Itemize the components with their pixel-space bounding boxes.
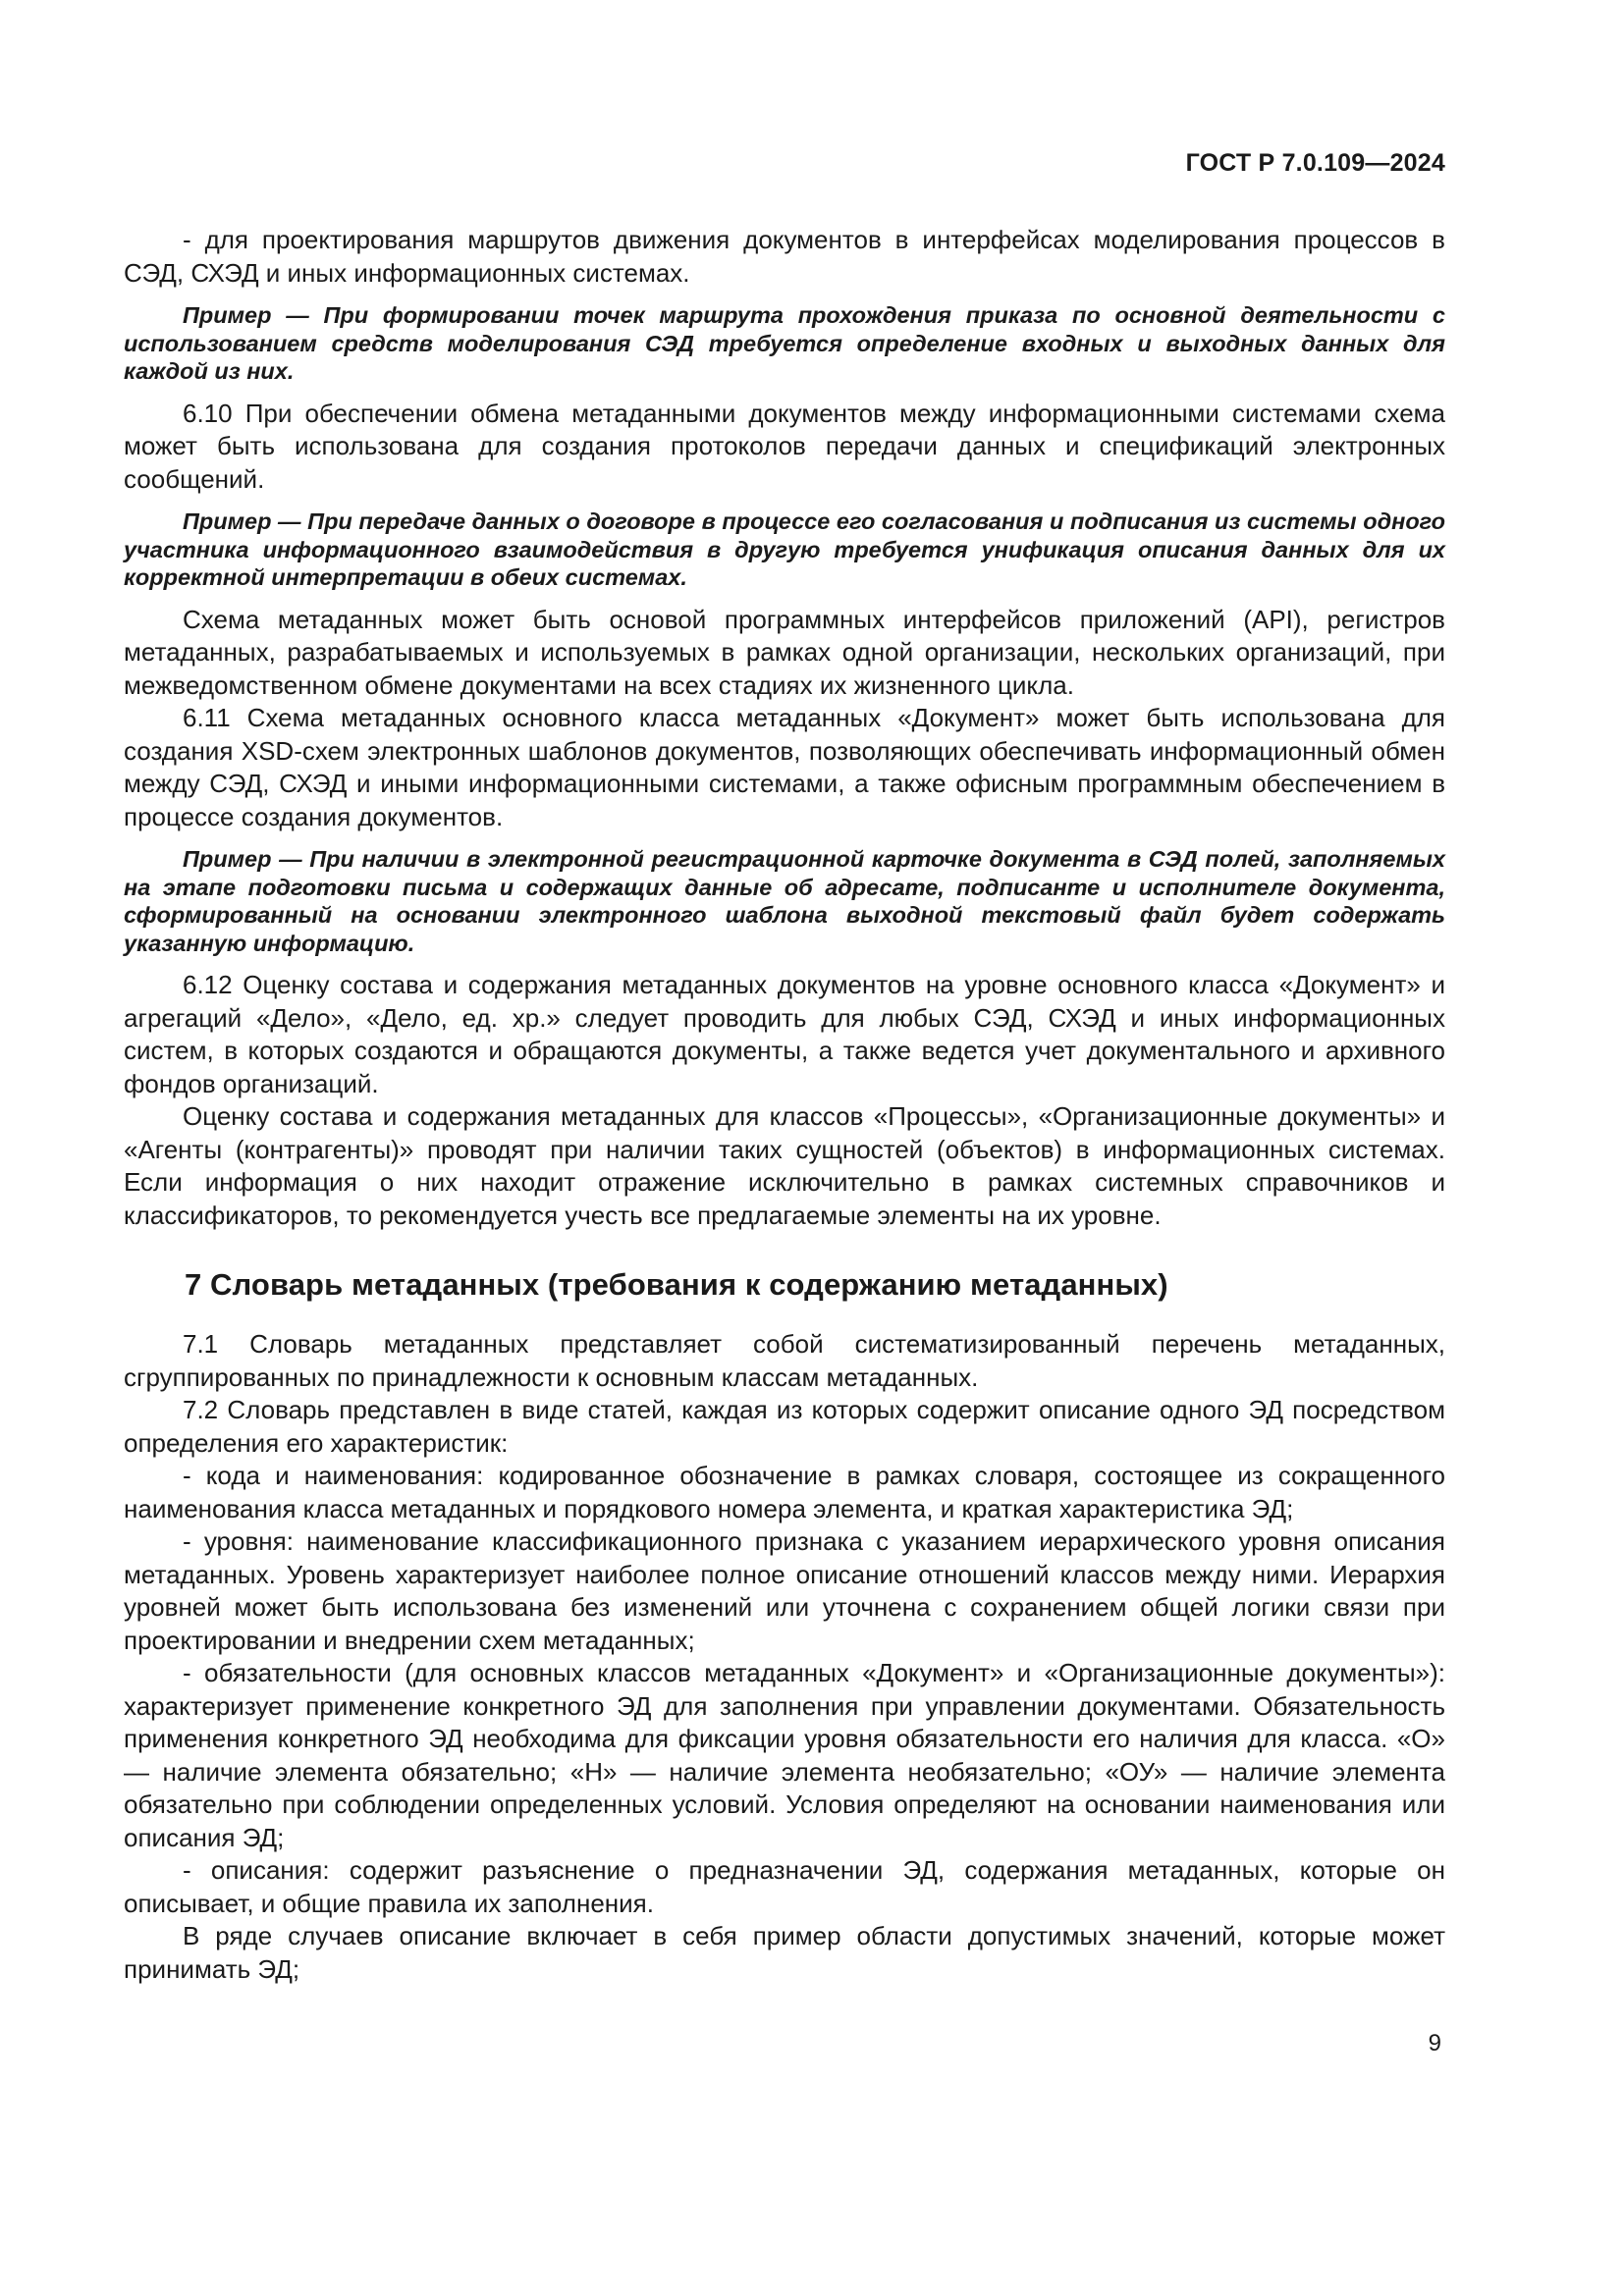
example-letter-template: Пример — При наличии в электронной регистрационной карточке документа в СЭД полей, заполняемых на этапе подготовки письма и содержащих данные об адресате, подписанте и исполнителе документа, сформированный на основании электронного шаблона выходной текстовый файл будет содержать указанную информацию. (124, 846, 1445, 956)
page-number: 9 (1428, 2030, 1441, 2056)
paragraph-7-1: 7.1 Словарь метаданных представляет собой систематизированный перечень метаданных, сгруппированных по принадлежности к основным классам метаданных. (124, 1329, 1445, 1392)
paragraph-routing: - для проектирования маршрутов движения документов в интерфейсах моделирования процессов в СЭД, СХЭД и иных информационных системах. (124, 225, 1445, 288)
paragraph-example-values: В ряде случаев описание включает в себя пример области допустимых значений, которые может принимать ЭД; (124, 1921, 1445, 1984)
paragraph-6-11: 6.11 Схема метаданных основного класса метаданных «Документ» может быть использована для создания XSD-схем электронных шаблонов документов, позволяющих обеспечивать информационный обмен между СЭД, СХЭД и иными информационными системами, а также офисным программным обеспечением в процессе создания документов. (124, 703, 1445, 831)
list-item-code: - кода и наименования: кодированное обозначение в рамках словаря, состоящее из сокращенного наименования класса метаданных и порядкового номера элемента, и краткая характеристика ЭД; (124, 1461, 1445, 1523)
list-item-level: - уровня: наименование классификационного признака с указанием иерархического уровня описания метаданных. Уровень характеризует наиболее полное описание отношений классов между ними. Иерархия уровней может быть использована без изменений или уточнена с сохранением общей логики связи при проектировании и внедрении схем метаданных; (124, 1526, 1445, 1655)
paragraph-api: Схема метаданных может быть основой программных интерфейсов приложений (API), регистров метаданных, разрабатываемых и используемых в рамках одной организации, нескольких организаций, при межведомственном обмене документами на всех стадиях их жизненного цикла. (124, 604, 1445, 700)
section-7-title: 7 Словарь метаданных (требования к содержанию метаданных) (185, 1267, 1168, 1302)
list-item-obligation: - обязательности (для основных классов метаданных «Документ» и «Организационные документы»): характеризует применение конкретного ЭД для заполнения при управлении документами. Обязательность применения конкретного ЭД необходима для фиксации уровня обязательности его наличия для класса. «О» — наличие элемента обязательно; «Н» — наличие элемента необязательно; «ОУ» — наличие элемента обязательно при соблюдении определенных условий. Условия определяют на основании наименования или описания ЭД; (124, 1658, 1445, 1852)
paragraph-7-2: 7.2 Словарь представлен в виде статей, каждая из которых содержит описание одного ЭД посредством определения его характеристик: (124, 1395, 1445, 1458)
paragraph-classes-assessment: Оценку состава и содержания метаданных для классов «Процессы», «Организационные документы» и «Агенты (контрагенты)» проводят при наличии таких сущностей (объектов) в информационных системах. Если информация о них находит отражение исключительно в рамках системных справочников и классификаторов, то рекомендуется учесть все предлагаемые элементы на их уровне. (124, 1101, 1445, 1230)
paragraph-6-12: 6.12 Оценку состава и содержания метаданных документов на уровне основного класса «Документ» и агрегаций «Дело», «Дело, ед. хр.» следует проводить для любых СЭД, СХЭД и иных информационных систем, в которых создаются и обращаются документы, а также ведется учет документального и архивного фондов организаций. (124, 970, 1445, 1098)
list-item-description: - описания: содержит разъяснение о предназначении ЭД, содержания метаданных, которые он описывает, и общие правила их заполнения. (124, 1855, 1445, 1918)
example-contract-transfer: Пример — При передаче данных о договоре в процессе его согласования и подписания из системы одного участника информационного взаимодействия в другую требуется унификация описания данных для их корректной интерпретации в обеих системах. (124, 508, 1445, 590)
document-header-id: ГОСТ Р 7.0.109—2024 (1185, 149, 1445, 177)
example-order-route: Пример — При формировании точек маршрута прохождения приказа по основной деятельности с использованием средств моделирования СЭД требуется определение входных и выходных данных для каждой из них. (124, 302, 1445, 384)
page-body (124, 224, 1445, 1986)
paragraph-6-10: 6.10 При обеспечении обмена метаданными документов между информационными системами схема может быть использована для создания протоколов передачи данных и спецификаций электронных сообщений. (124, 398, 1445, 494)
